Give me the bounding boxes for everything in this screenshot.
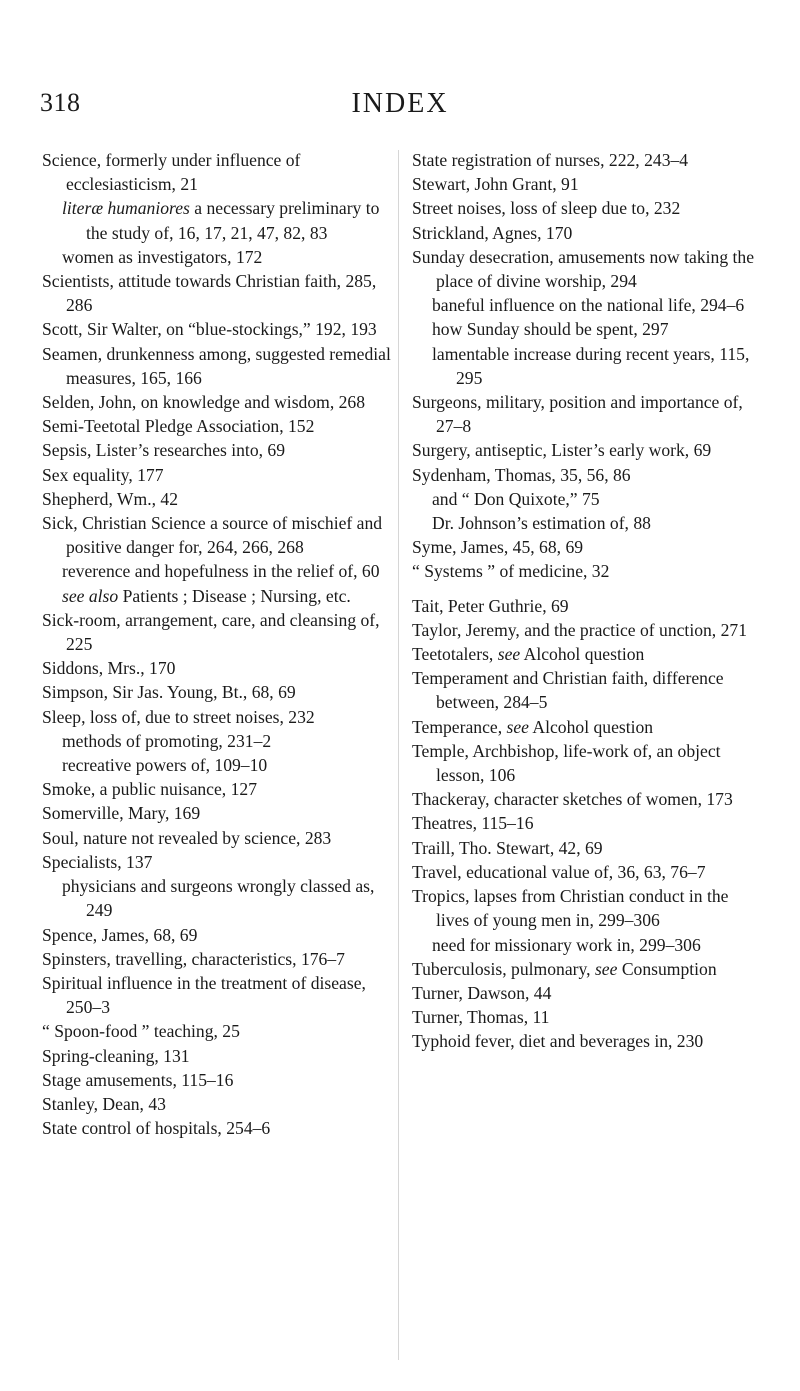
entry-text: lamentable increase during recent years, 115, 295 [432, 343, 750, 388]
index-entry [412, 594, 766, 618]
entry-text: physicians and surgeons wrongly classed as, 249 [62, 876, 375, 921]
entry-text: a necessary preliminary to the study of, 16, 17, 21, 47, 82, 83 [86, 198, 380, 243]
entry-text: Turner, Thomas, 11 [412, 1007, 550, 1028]
entry-text: Siddons, Mrs., 170 [42, 658, 176, 679]
index-entry [42, 487, 396, 511]
index-entry [412, 221, 766, 245]
index-subentry [412, 487, 766, 511]
index-entry [412, 390, 766, 438]
index-entry [412, 836, 766, 860]
page-title: INDEX [351, 88, 449, 119]
entry-text: Sunday desecration, amusements now taking the place of divine worship, 294 [412, 246, 755, 292]
entry-text: Soul, nature not revealed by science, 283 [42, 827, 332, 848]
page-number: 318 [40, 88, 81, 117]
entry-text: Sleep, loss of, due to street noises, 232 [42, 706, 315, 727]
italic-text: literæ humaniores [62, 198, 190, 219]
entry-text: Sepsis, Lister’s researches into, 69 [42, 440, 286, 461]
entry-text: Sick-room, arrangement, care, and cleansing of, 225 [42, 609, 380, 655]
index-subentry [412, 933, 766, 957]
entry-text: Stanley, Dean, 43 [42, 1093, 166, 1114]
entry-text: Somerville, Mary, 169 [42, 803, 201, 824]
entry-text: Temperament and Christian faith, difference between, 284–5 [412, 668, 724, 713]
index-entry [412, 172, 766, 196]
entry-text: baneful influence on the national life, 294–6 [432, 295, 745, 316]
index-entry [412, 1005, 766, 1029]
index-entry [412, 463, 766, 487]
entry-text: Syme, James, 45, 68, 69 [412, 537, 584, 558]
index-entry [42, 1019, 396, 1043]
entry-text: Science, formerly under influence of ecclesiasticism, 21 [42, 150, 301, 195]
index-entry [412, 884, 766, 932]
index-entry [42, 1044, 396, 1068]
entry-text: Alcohol question [528, 716, 654, 737]
index-entry [412, 787, 766, 811]
index-entry [42, 342, 396, 390]
italic-text: see also [62, 585, 119, 606]
index-entry [42, 826, 396, 850]
entry-text: Spring-cleaning, 131 [42, 1045, 190, 1066]
entry-text: Stewart, John Grant, 91 [412, 174, 579, 195]
entry-text: Selden, John, on knowledge and wisdom, 268 [42, 392, 366, 413]
entry-text: Scott, Sir Walter, on “blue-stockings,” 192, 193 [42, 319, 377, 340]
entry-text: “ Systems ” of medicine, 32 [412, 561, 610, 582]
entry-text: Surgeons, military, position and importance of, 27–8 [412, 392, 743, 437]
entry-text: Scientists, attitude towards Christian faith, 285, 286 [42, 271, 377, 316]
entry-text: Traill, Tho. Stewart, 42, 69 [412, 837, 603, 858]
index-entry [412, 860, 766, 884]
entry-text: Sex equality, 177 [42, 464, 164, 485]
italic-text: see [594, 958, 618, 979]
entry-text: women as investigators, 172 [62, 246, 263, 267]
index-entry [42, 947, 396, 971]
entry-text: Tait, Peter Guthrie, 69 [412, 595, 569, 616]
entry-text: Sick, Christian Science a source of mischief and positive danger for, 264, 266, 268 [42, 513, 383, 558]
index-subentry [42, 874, 396, 922]
index-entry [42, 269, 396, 317]
index-entry [42, 608, 396, 656]
entry-text: Stage amusements, 115–16 [42, 1069, 234, 1090]
index-entry [412, 535, 766, 559]
index-subentry [42, 196, 396, 244]
entry-text: how Sunday should be spent, 297 [432, 319, 669, 340]
index-entry [412, 642, 766, 666]
index-subentry [42, 245, 396, 269]
index-entry [42, 923, 396, 947]
index-entry [412, 438, 766, 462]
index-entry [412, 196, 766, 220]
entry-text: Theatres, 115–16 [412, 813, 534, 834]
entry-text: Temple, Archbishop, life-work of, an object lesson, 106 [412, 740, 721, 786]
entry-text: recreative powers of, 109–10 [62, 755, 268, 776]
index-entry [42, 680, 396, 704]
entry-text: Turner, Dawson, 44 [412, 982, 552, 1003]
index-entry [42, 777, 396, 801]
index-subentry [412, 342, 766, 390]
index-entry [412, 1029, 766, 1053]
entry-text: State registration of nurses, 222, 243–4 [412, 150, 689, 170]
entry-text: Shepherd, Wm., 42 [42, 488, 179, 509]
index-subentry [412, 317, 766, 341]
entry-text: and “ Don Quixote,” 75 [432, 488, 600, 509]
index-subentry [412, 511, 766, 535]
index-entry [412, 957, 766, 981]
index-entry [42, 148, 396, 196]
index-entry [42, 414, 396, 438]
index-entry [412, 715, 766, 739]
entry-text: need for missionary work in, 299–306 [432, 934, 701, 955]
index-column-right [412, 148, 766, 1054]
index-entry [42, 317, 396, 341]
index-entry [412, 666, 766, 714]
entry-text: Tropics, lapses from Christian conduct in the lives of young men in, 299–306 [412, 886, 729, 931]
entry-text: Specialists, 137 [42, 851, 153, 872]
index-subentry [42, 584, 396, 608]
entry-text: Spiritual influence in the treatment of disease, 250–3 [42, 972, 366, 1018]
entry-text: Dr. Johnson’s estimation of, 88 [432, 513, 651, 534]
entry-text: Semi-Teetotal Pledge Association, 152 [42, 416, 315, 437]
entry-text: Tuberculosis, pulmonary, [412, 958, 595, 979]
index-entry [42, 1092, 396, 1116]
index-entry [412, 148, 766, 172]
index-entry [42, 850, 396, 874]
index-entry [42, 705, 396, 729]
index-subentry [42, 559, 396, 583]
index-entry [412, 811, 766, 835]
entry-text: methods of promoting, 231–2 [62, 730, 272, 751]
entry-text: Teetotalers, [412, 644, 498, 665]
index-entry [42, 1116, 396, 1140]
index-entry [42, 1068, 396, 1092]
index-entry [412, 245, 766, 293]
entry-text: Simpson, Sir Jas. Young, Bt., 68, 69 [42, 682, 296, 703]
index-entry [42, 438, 396, 462]
entry-text: “ Spoon-food ” teaching, 25 [42, 1021, 240, 1042]
index-entry [42, 390, 396, 414]
entry-text: Sydenham, Thomas, 35, 56, 86 [412, 464, 631, 485]
index-entry [42, 801, 396, 825]
italic-text: see [506, 716, 529, 737]
index-subentry [42, 753, 396, 777]
entry-text: Travel, educational value of, 36, 63, 76–7 [412, 861, 706, 882]
entry-text: Patients ; Disease ; Nursing, etc. [118, 585, 351, 606]
entry-text: Typhoid fever, diet and beverages in, 230 [412, 1031, 704, 1052]
index-entry [412, 981, 766, 1005]
entry-text: Spence, James, 68, 69 [42, 924, 198, 945]
entry-text: Surgery, antiseptic, Lister’s early work, 69 [412, 440, 712, 461]
entry-text: Strickland, Agnes, 170 [412, 222, 573, 243]
entry-text: State control of hospitals, 254–6 [42, 1118, 271, 1139]
entry-text: Temperance, [412, 716, 507, 737]
index-entry [42, 463, 396, 487]
index-entry [42, 656, 396, 680]
entry-text: Taylor, Jeremy, and the practice of unction, 271 [412, 619, 747, 640]
index-subentry [412, 293, 766, 317]
italic-text: see [497, 644, 521, 665]
index-entry [412, 559, 766, 583]
index-entry [412, 618, 766, 642]
entry-text: Alcohol question [520, 644, 645, 665]
index-column-left [42, 148, 396, 1140]
index-entry [412, 739, 766, 787]
entry-text: Consumption [617, 958, 717, 979]
entry-text: Spinsters, travelling, characteristics, 176–7 [42, 948, 345, 969]
entry-text: Thackeray, character sketches of women, 173 [412, 789, 733, 810]
column-divider [398, 150, 399, 1360]
entry-text: Seamen, drunkenness among, suggested remedial measures, 165, 166 [42, 343, 391, 388]
index-entry [42, 971, 396, 1019]
entry-text: reverence and hopefulness in the relief of, 60 [62, 561, 380, 582]
index-subentry [42, 729, 396, 753]
entry-text: Street noises, loss of sleep due to, 232 [412, 198, 681, 219]
index-entry [42, 511, 396, 559]
entry-text: Smoke, a public nuisance, 127 [42, 779, 257, 800]
